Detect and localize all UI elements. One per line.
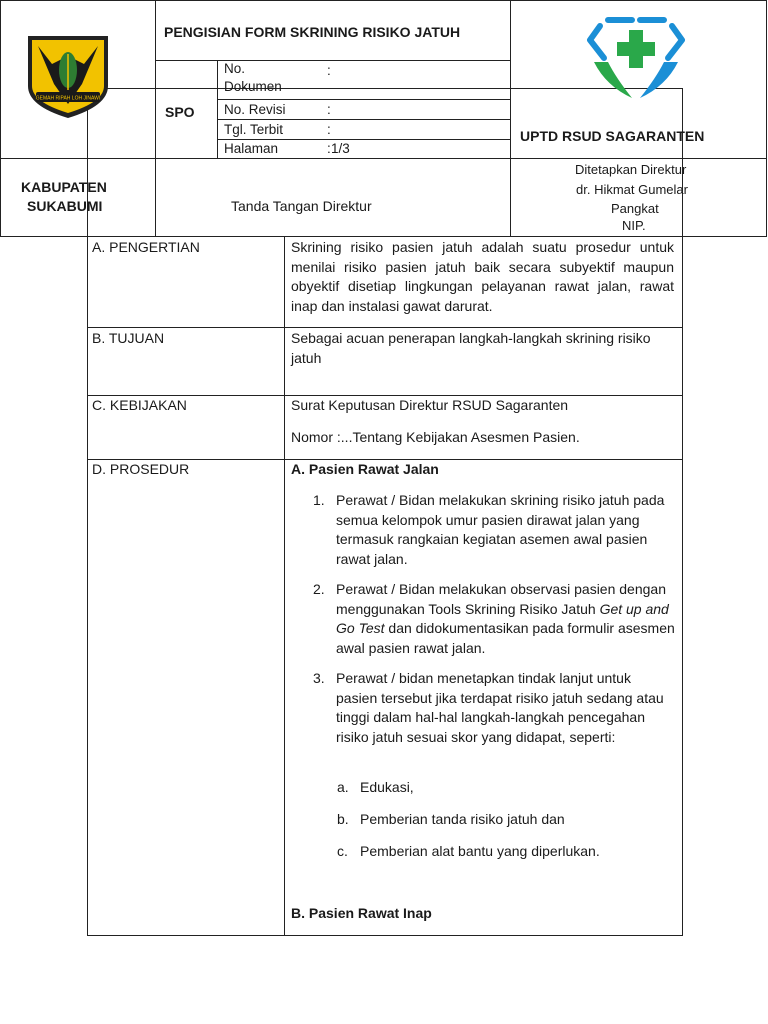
section-c-text2: Nomor :...Tentang Kebijakan Asesmen Pasien. — [291, 429, 580, 445]
item-2-number: 2. — [313, 581, 325, 597]
procedure-a-heading: A. Pasien Rawat Jalan — [291, 461, 439, 477]
form-title: PENGISIAN FORM SKRINING RISIKO JATUH — [164, 24, 461, 40]
subitem-c-number: c. — [337, 843, 348, 859]
item-1-number: 1. — [313, 492, 325, 508]
spo-label: SPO — [165, 104, 195, 120]
signature-label: Tanda Tangan Direktur — [231, 198, 372, 214]
meta-label-terbit: Tgl. Terbit — [224, 122, 284, 137]
meta-label-dokumen: No. Dokumen — [224, 61, 282, 94]
item-3-text: Perawat / bidan menetapkan tindak lanjut untuk pasien tersebut jika terdapat risiko jatuh sedang atau tinggi dalam hal-hal langkah-langkah pencegahan risiko jatuh sesuai skor yang didapat, seperti: — [336, 670, 664, 745]
region-line2: SUKABUMI — [27, 198, 103, 214]
director-line1: Ditetapkan Direktur — [575, 162, 687, 177]
section-a-label: A. PENGERTIAN — [92, 239, 200, 255]
director-line3: Pangkat — [611, 201, 659, 216]
procedure-b-heading: B. Pasien Rawat Inap — [291, 905, 432, 921]
director-line2: dr. Hikmat Gumelar — [576, 182, 688, 197]
subitem-b-number: b. — [337, 811, 349, 827]
item-3-number: 3. — [313, 670, 325, 686]
subitem-c-text: Pemberian alat bantu yang diperlukan. — [360, 843, 600, 859]
meta-sep-dokumen: : — [327, 63, 331, 78]
section-b-label: B. TUJUAN — [92, 330, 165, 346]
section-c-label: C. KEBIJAKAN — [92, 397, 187, 413]
section-d-label: D. PROSEDUR — [92, 461, 190, 477]
section-b-text: Sebagai acuan penerapan langkah-langkah skrining risiko jatuh — [291, 330, 651, 366]
section-c-text1: Surat Keputusan Direktur RSUD Sagaranten — [291, 397, 569, 413]
item-2-text-pre: Perawat / Bidan melakukan observasi pasien dengan menggunakan Tools Skrining Risiko Jatuh — [336, 581, 666, 617]
item-2-text-post: dan didokumentasikan pada formulir asesmen awal pasien rawat jalan. — [336, 620, 675, 656]
emblem-icon — [24, 34, 112, 120]
subitem-a-number: a. — [337, 779, 349, 795]
subitem-a-text: Edukasi, — [360, 779, 414, 795]
director-line4: NIP. — [622, 218, 646, 233]
meta-value-halaman: 1/3 — [331, 141, 350, 156]
meta-sep-revisi: : — [327, 102, 331, 117]
meta-sep-halaman: : — [327, 141, 331, 156]
hospital-name: UPTD RSUD SAGARANTEN — [520, 128, 705, 144]
meta-sep-terbit: : — [327, 122, 331, 137]
item-2-text-italic: Get up and Go Test — [336, 600, 669, 636]
emblem-motto: GEMAH RIPAH LOH JINAWI — [35, 95, 101, 102]
item-2-text — [336, 580, 676, 658]
section-a-text: Skrining risiko pasien jatuh adalah suatu prosedur untuk menilai risiko pasien jatuh baik secara subyektif maupun obyektif disetiap lingkungan pelayanan rawat jalan, rawat inap dan instalasi gawat darurat. — [291, 239, 674, 314]
meta-label-halaman: Halaman — [224, 141, 279, 156]
subitem-b-text: Pemberian tanda risiko jatuh dan — [360, 811, 565, 827]
hospital-logo-icon — [586, 12, 686, 100]
region-line1: KABUPATEN — [21, 179, 107, 195]
item-1-text: Perawat / Bidan melakukan skrining risiko jatuh pada semua kelompok umur pasien dirawat jalan yang termasuk rangkaian kegiatan asemen awal pasien rawat jalan. — [336, 492, 665, 567]
meta-label-revisi: No. Revisi — [224, 102, 286, 117]
